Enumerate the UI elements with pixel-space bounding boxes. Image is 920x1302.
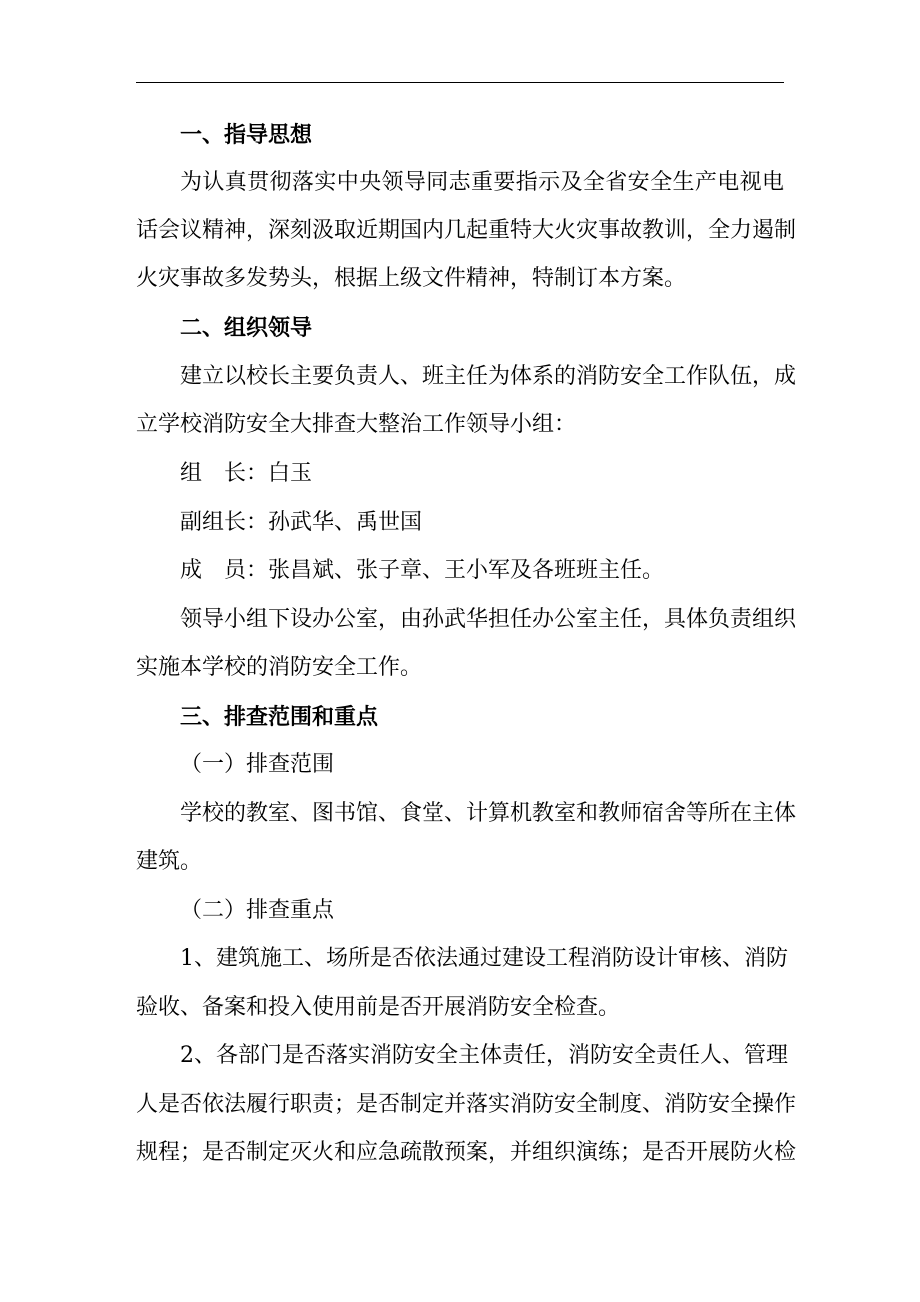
paragraph-line: 实施本学校的消防安全工作。: [136, 655, 423, 680]
paragraph-line: 为认真贯彻落实中央领导同志重要指示及全省安全生产电视电: [180, 170, 784, 195]
list-item-line: 1、建筑施工、场所是否依法通过建设工程消防设计审核、消防: [180, 946, 788, 971]
paragraph-line: 学校的教室、图书馆、食堂、计算机教室和教师宿舍等所在主体: [180, 801, 797, 826]
list-item-line: 人是否依法履行职责；是否制定并落实消防安全制度、消防安全操作: [136, 1092, 797, 1117]
paragraph-line: 立学校消防安全大排查大整治工作领导小组：: [136, 412, 577, 437]
list-item-line: 规程；是否制定灭火和应急疏散预案，并组织演练；是否开展防火检: [136, 1140, 797, 1165]
paragraph-line: 火灾事故多发势头，根据上级文件精神，特制订本方案。: [136, 266, 687, 291]
deputy-leader-line: 副组长：孙武华、禹世国: [180, 510, 423, 535]
section-heading-organization: 二、组织领导: [180, 315, 313, 341]
paragraph-line: 话会议精神，深刻汲取近期国内几起重特大火灾事故教训，全力遏制: [136, 218, 797, 243]
leader-line: 组 长：白玉: [180, 461, 313, 486]
list-item-line: 2、各部门是否落实消防安全主体责任，消防安全责任人、管理: [180, 1043, 788, 1068]
list-item-line: 验收、备案和投入使用前是否开展消防安全检查。: [136, 995, 621, 1020]
subsection-heading-scope: （一）排查范围: [180, 752, 335, 777]
members-line: 成 员：张昌斌、张子章、王小军及各班班主任。: [180, 558, 665, 583]
paragraph-line: 建立以校长主要负责人、班主任为体系的消防安全工作队伍，成: [180, 364, 797, 389]
subsection-heading-focus: （二）排查重点: [180, 898, 335, 923]
section-heading-scope: 三、排查范围和重点: [180, 704, 379, 730]
section-heading-guiding-ideology: 一、指导思想: [180, 122, 313, 148]
paragraph-line: 建筑。: [136, 849, 203, 874]
paragraph-line: 领导小组下设办公室，由孙武华担任办公室主任，具体负责组织: [180, 607, 797, 632]
header-rule: [136, 82, 784, 83]
